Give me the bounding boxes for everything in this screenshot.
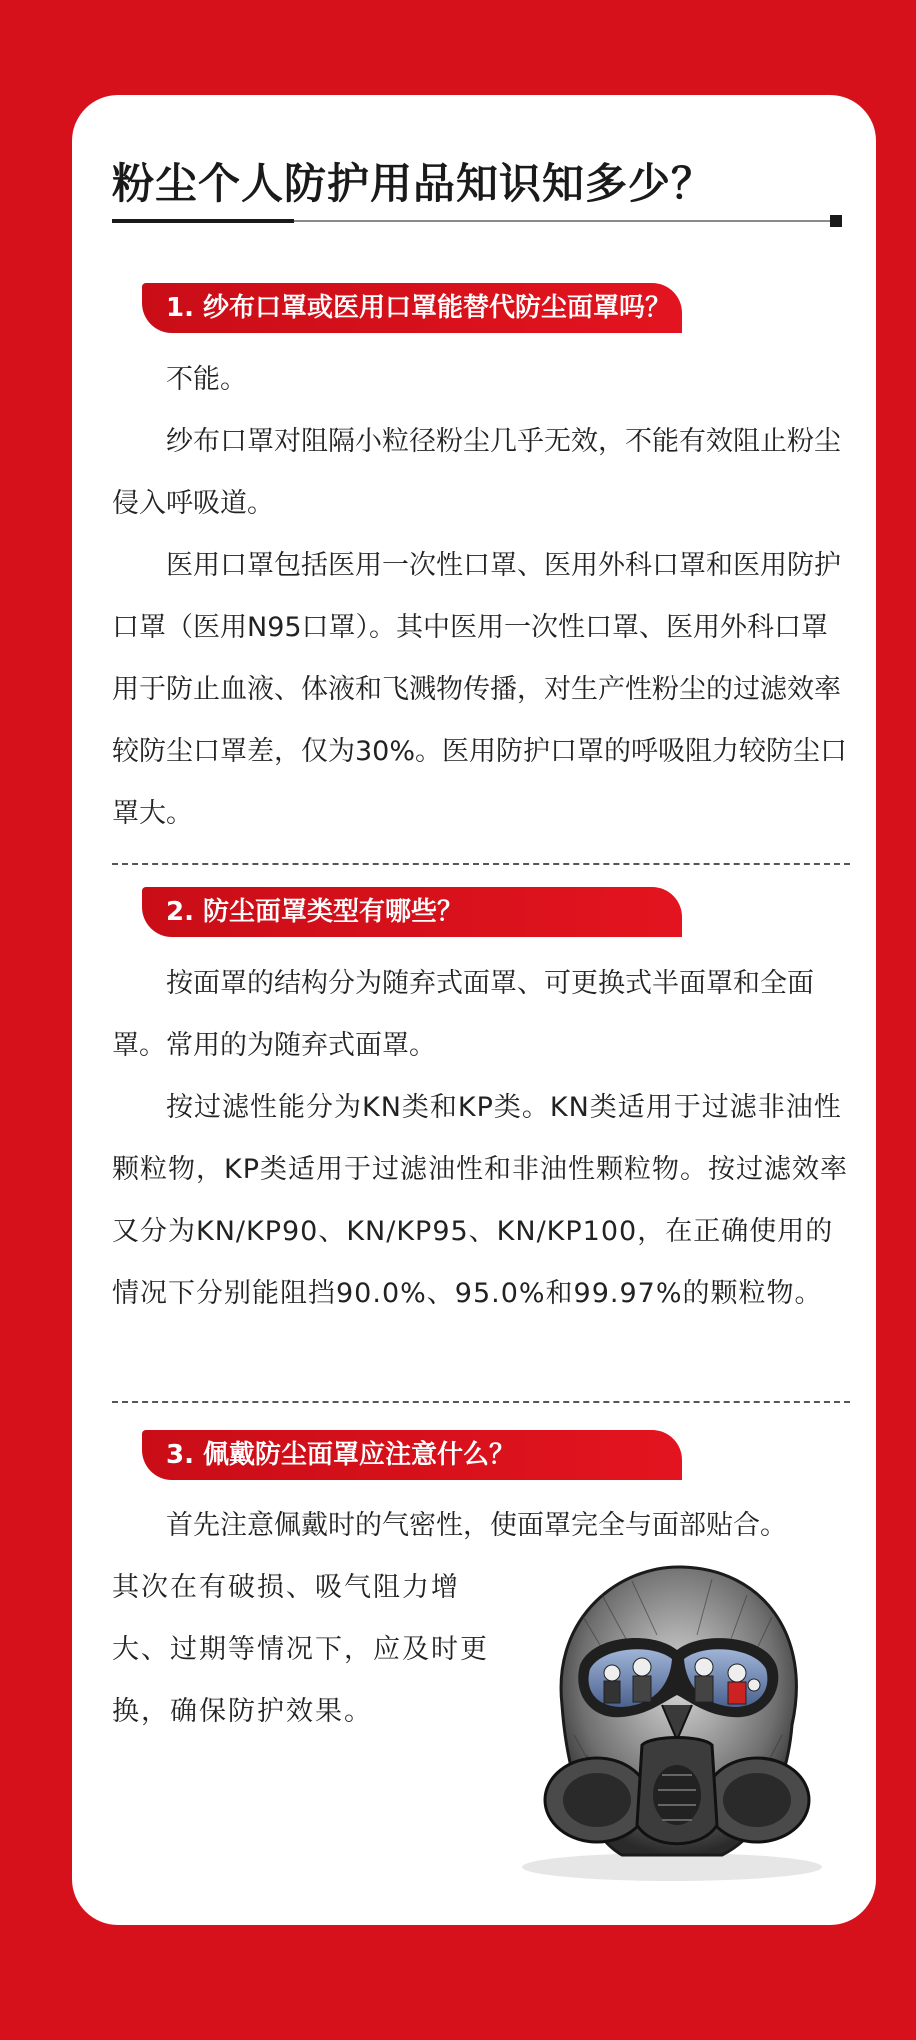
answer-1-paragraph-2: 纱布口罩对阻隔小粒径粉尘几乎无效，不能有效阻止粉尘侵入呼吸道。	[112, 426, 841, 519]
answer-3-paragraph-2: 其次在有破损、吸气阻力增大、过期等情况下，应及时更换，确保防护效果。	[112, 1572, 489, 1727]
answer-3-paragraph-1: 首先注意佩戴时的气密性，使面罩完全与面部贴合。	[166, 1510, 787, 1541]
question-2-banner: 2. 防尘面罩类型有哪些？	[142, 887, 682, 937]
answer-1-paragraph-1: 不能。	[166, 364, 247, 395]
content-card	[72, 95, 876, 1925]
answer-2-paragraph-2: 按过滤性能分为KN类和KP类。KN类适用于过滤非油性颗粒物，KP类适用于过滤油性和非油性颗粒物。按过滤效率又分为KN/KP90、KN/KP95、KN/KP100，在正确使用的情况下分别能阻挡90.0%、95.0%和99.97%的颗粒物。	[112, 1092, 848, 1309]
section-divider-1	[112, 863, 850, 865]
title-underline	[112, 220, 834, 222]
gas-mask-sketch-icon	[492, 1555, 852, 1885]
answer-1-paragraph-3: 医用口罩包括医用一次性口罩、医用外科口罩和医用防护口罩（医用N95口罩）。其中医用一次性口罩、医用外科口罩用于防止血液、体液和飞溅物传播，对生产性粉尘的过滤效率较防尘口罩差，仅为30%。医用防护口罩的呼吸阻力较防尘口罩大。	[112, 550, 848, 829]
title-underline-square	[830, 215, 842, 227]
page-title: 粉尘个人防护用品知识知多少？	[112, 159, 715, 208]
answer-2-paragraph-1: 按面罩的结构分为随弃式面罩、可更换式半面罩和全面罩。常用的为随弃式面罩。	[112, 968, 814, 1061]
section-divider-2	[112, 1401, 850, 1403]
title-underline-accent	[112, 219, 294, 223]
question-1-banner: 1. 纱布口罩或医用口罩能替代防尘面罩吗？	[142, 283, 682, 333]
question-3-banner: 3. 佩戴防尘面罩应注意什么？	[142, 1430, 682, 1480]
